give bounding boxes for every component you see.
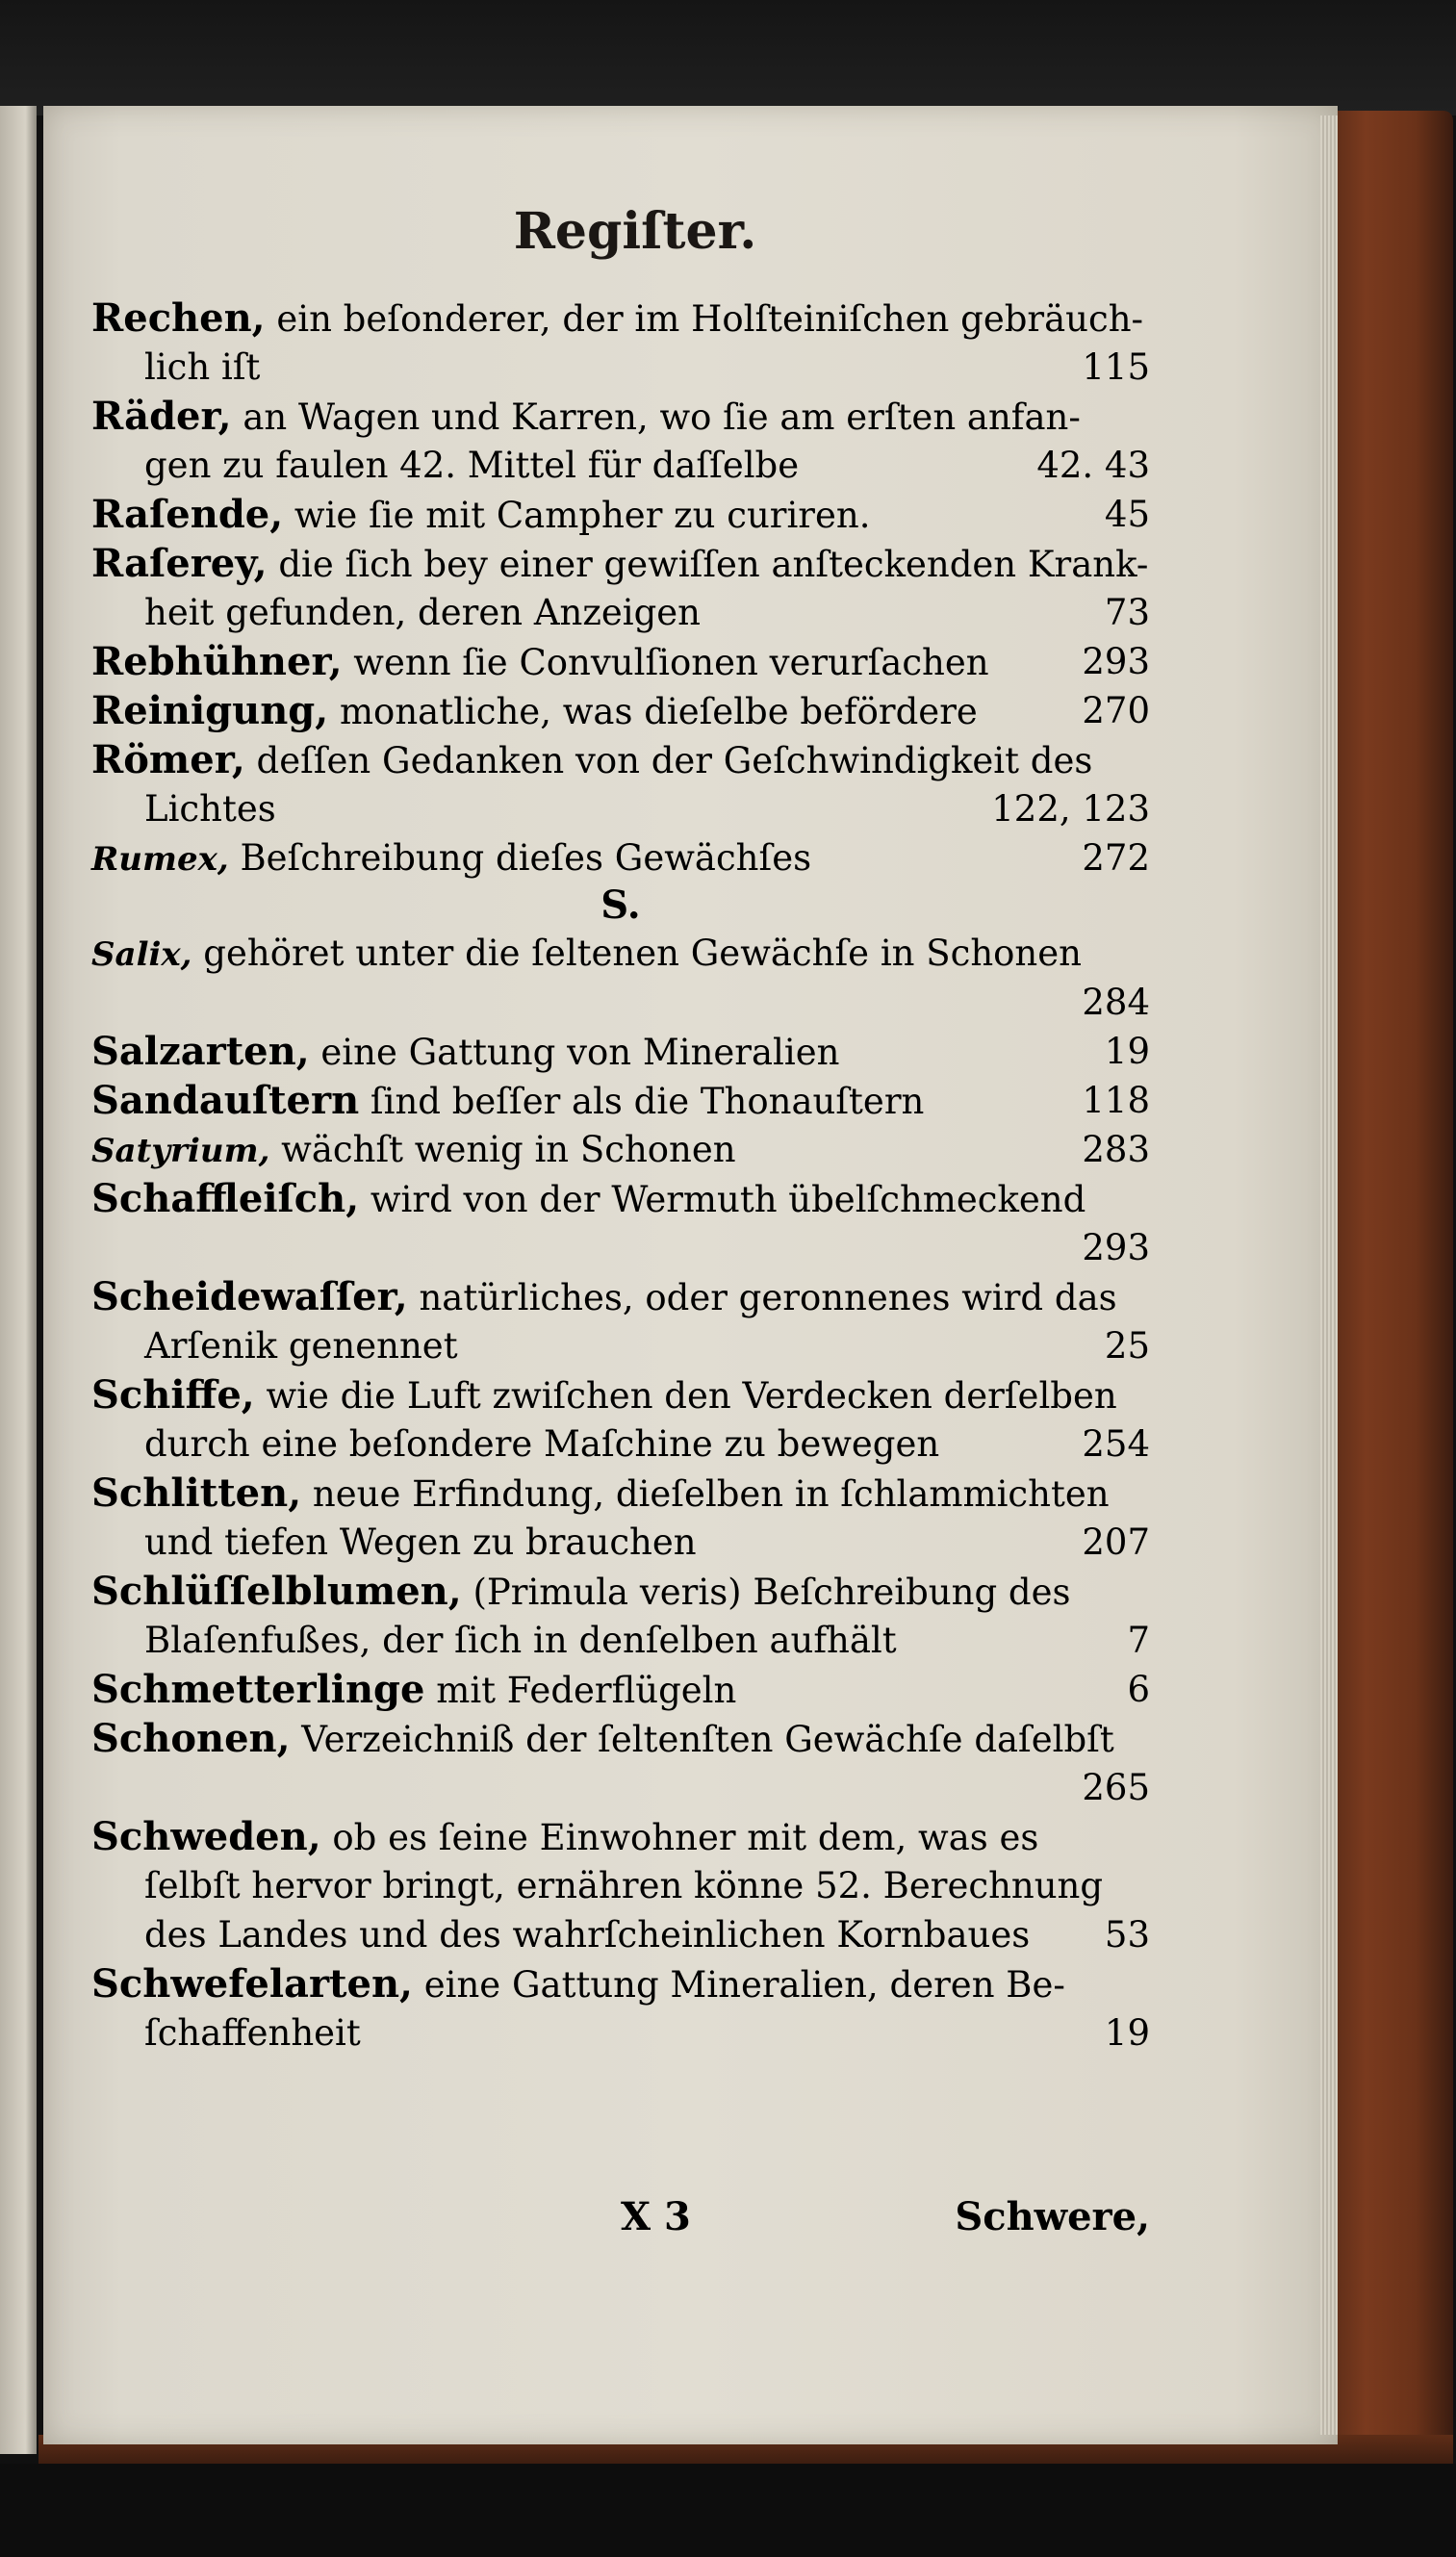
page-number: 7: [1127, 1620, 1150, 1661]
entry-headword: Rebhühner,: [91, 639, 343, 684]
entry-headword: Schonen,: [91, 1716, 291, 1761]
entry-text: mit Federflügeln: [424, 1670, 737, 1711]
page-number: 19: [1104, 2012, 1150, 2054]
entry-text: und tiefen Wegen zu brauchen: [144, 1521, 697, 1563]
register-entry: [91, 1812, 1150, 1861]
register-entry: [91, 490, 1150, 539]
entry-text: durch eine beſondere Maſchine zu bewegen: [144, 1423, 940, 1465]
entry-headword: Scheidewaſſer,: [91, 1274, 408, 1319]
page-number: 207: [1082, 1521, 1150, 1563]
register-entry: [91, 637, 1150, 686]
catchword: Schwere,: [955, 2194, 1150, 2239]
register-entry: [91, 1125, 1150, 1174]
entry-headword: Sandauſtern: [91, 1078, 360, 1123]
page-number: 19: [1104, 1031, 1150, 1072]
register-entry: [91, 1076, 1150, 1125]
entry-text: monatliche, was dieſelbe befördere: [328, 691, 978, 732]
page-number: 118: [1082, 1080, 1150, 1121]
entry-text: eine Gattung von Mineralien: [309, 1032, 840, 1073]
entry-continuation-line: [91, 1518, 1150, 1567]
entry-text: Verzeichniß der ſeltenſten Gewächſe daſelbſt: [290, 1719, 1114, 1760]
entry-headword: Räder,: [91, 394, 232, 439]
entry-text: wird von der Wermuth übelſchmeckend: [359, 1179, 1086, 1220]
register-entry: [91, 1469, 1150, 1518]
entry-text: ob es ſeine Einwohner mit dem, was es: [320, 1817, 1039, 1858]
register-entry: [91, 539, 1150, 588]
page-number: 270: [1082, 690, 1150, 731]
entry-headword: Schiffe,: [91, 1372, 255, 1418]
entry-continuation-line: [91, 1763, 1150, 1812]
page-number: 122, 123: [991, 788, 1150, 830]
page-number: 284: [1082, 982, 1150, 1023]
entry-text: ſchaffenheit: [144, 2012, 361, 2054]
register-entry: [91, 686, 1150, 735]
entry-text: wie die Luft zwiſchen den Verdecken derſelben: [254, 1375, 1117, 1417]
signature-mark: X 3: [621, 2194, 691, 2239]
entry-headword: Römer,: [91, 737, 245, 782]
entry-headword: Schaffleiſch,: [91, 1176, 360, 1221]
entry-continuation-line: [91, 1321, 1150, 1370]
page-number: 25: [1104, 1325, 1150, 1367]
book-page: [43, 106, 1338, 2444]
entry-continuation-line: [91, 343, 1150, 392]
page-title: Regiſter.: [513, 202, 757, 261]
entry-text: neue Erfindung, dieſelben in ſchlammichten: [301, 1473, 1110, 1515]
entry-text: des Landes und des wahrſcheinlichen Kornbaues: [144, 1914, 1031, 1956]
register-entry: [91, 1567, 1150, 1616]
entry-text: deſſen Gedanken von der Geſchwindigkeit des: [244, 740, 1093, 781]
entry-continuation-line: [91, 1910, 1150, 1959]
entry-continuation-line: [91, 1616, 1150, 1665]
register-entry: [91, 1665, 1150, 1714]
register-entry: [91, 392, 1150, 441]
register-entry: [91, 1370, 1150, 1419]
register-entry: [91, 1174, 1150, 1223]
page-stack-edge: [1320, 115, 1338, 2435]
page-number: 53: [1104, 1914, 1150, 1956]
page-number: 254: [1082, 1423, 1150, 1465]
page-number: 293: [1082, 641, 1150, 682]
register-entry: [91, 929, 1150, 978]
entry-continuation-line: [91, 588, 1150, 637]
register-entry: [91, 1272, 1150, 1321]
entry-text: wenn ſie Convulſionen verurſachen: [342, 642, 989, 683]
page-number: 42. 43: [1036, 445, 1150, 486]
entry-text: heit gefunden, deren Anzeigen: [144, 592, 701, 633]
background-bottom: [0, 2464, 1456, 2557]
facing-page-edge: [0, 106, 37, 2454]
entry-headword: Raſerey,: [91, 541, 268, 586]
entry-continuation-line: [91, 1419, 1150, 1469]
entry-text: Blaſenfußes, der ſich in denſelben aufhält: [144, 1620, 897, 1661]
register-entries: [91, 294, 1150, 2058]
entry-text: Arſenik genennet: [144, 1325, 458, 1367]
entry-text: an Wagen und Karren, wo ſie am erſten anfan-: [231, 396, 1081, 438]
entry-text: gen zu faulen 42. Mittel für daſſelbe: [144, 445, 800, 486]
entry-headword: Salix,: [91, 935, 192, 974]
entry-headword: Raſende,: [91, 492, 284, 537]
entry-headword: Reinigung,: [91, 688, 329, 733]
entry-headword: Schlüſſelblumen,: [91, 1569, 462, 1614]
background-top: [0, 0, 1456, 115]
entry-headword: Schweden,: [91, 1814, 321, 1859]
page-number: 265: [1082, 1767, 1150, 1808]
page-number: 45: [1104, 494, 1150, 535]
entry-text: eine Gattung Mineralien, deren Be-: [412, 1964, 1065, 2006]
entry-headword: Schwefelarten,: [91, 1961, 413, 2007]
page-number: 6: [1127, 1669, 1150, 1710]
entry-text: gehöret unter die ſeltenen Gewächſe in Schonen: [192, 933, 1082, 974]
register-entry: [91, 294, 1150, 343]
entry-headword: Schmetterlinge: [91, 1667, 425, 1712]
entry-text: wächſt wenig in Schonen: [269, 1129, 736, 1170]
page-footer: [91, 2194, 1150, 2252]
book-cover: [1328, 111, 1453, 2459]
entry-text: wie ſie mit Campher zu curiren.: [283, 495, 871, 536]
page-number: 73: [1104, 592, 1150, 633]
entry-text: (Primula veris) Beſchreibung des: [461, 1572, 1071, 1613]
entry-text: ſind beſſer als die Thonauſtern: [359, 1081, 925, 1122]
entry-headword: Salzarten,: [91, 1029, 310, 1074]
entry-continuation-line: [91, 2008, 1150, 2058]
entry-continuation-line: [91, 1861, 1150, 1910]
page-number: 283: [1082, 1129, 1150, 1170]
entry-text: Beſchreibung dieſes Gewächſes: [228, 837, 812, 879]
register-entry: [91, 1959, 1150, 2008]
entry-text: ſelbſt hervor bringt, ernähren könne 52. Berechnung: [144, 1865, 1104, 1906]
entry-continuation-line: [91, 441, 1150, 490]
entry-headword: Rechen,: [91, 295, 266, 341]
page-number: 293: [1082, 1227, 1150, 1268]
register-entry: [91, 833, 1150, 882]
entry-text: natürliches, oder geronnenes wird das: [407, 1277, 1117, 1318]
page-number: 115: [1082, 346, 1150, 388]
entry-continuation-line: [91, 978, 1150, 1027]
entry-headword: Schlitten,: [91, 1470, 302, 1516]
entry-text: Lichtes: [144, 788, 276, 830]
page-number: 272: [1082, 837, 1150, 879]
entry-headword: Rumex,: [91, 840, 229, 879]
entry-text: ein beſonderer, der im Holſteiniſchen gebräuch-: [265, 298, 1144, 340]
register-entry: [91, 735, 1150, 784]
section-letter: S.: [600, 882, 641, 928]
entry-continuation-line: [91, 1223, 1150, 1272]
register-entry: [91, 1714, 1150, 1763]
entry-text: die ſich bey einer gewiſſen anſteckenden Krank-: [267, 544, 1149, 585]
entry-text: lich iſt: [144, 346, 261, 388]
register-entry: [91, 1027, 1150, 1076]
entry-continuation-line: [91, 784, 1150, 833]
entry-headword: Satyrium,: [91, 1132, 270, 1170]
